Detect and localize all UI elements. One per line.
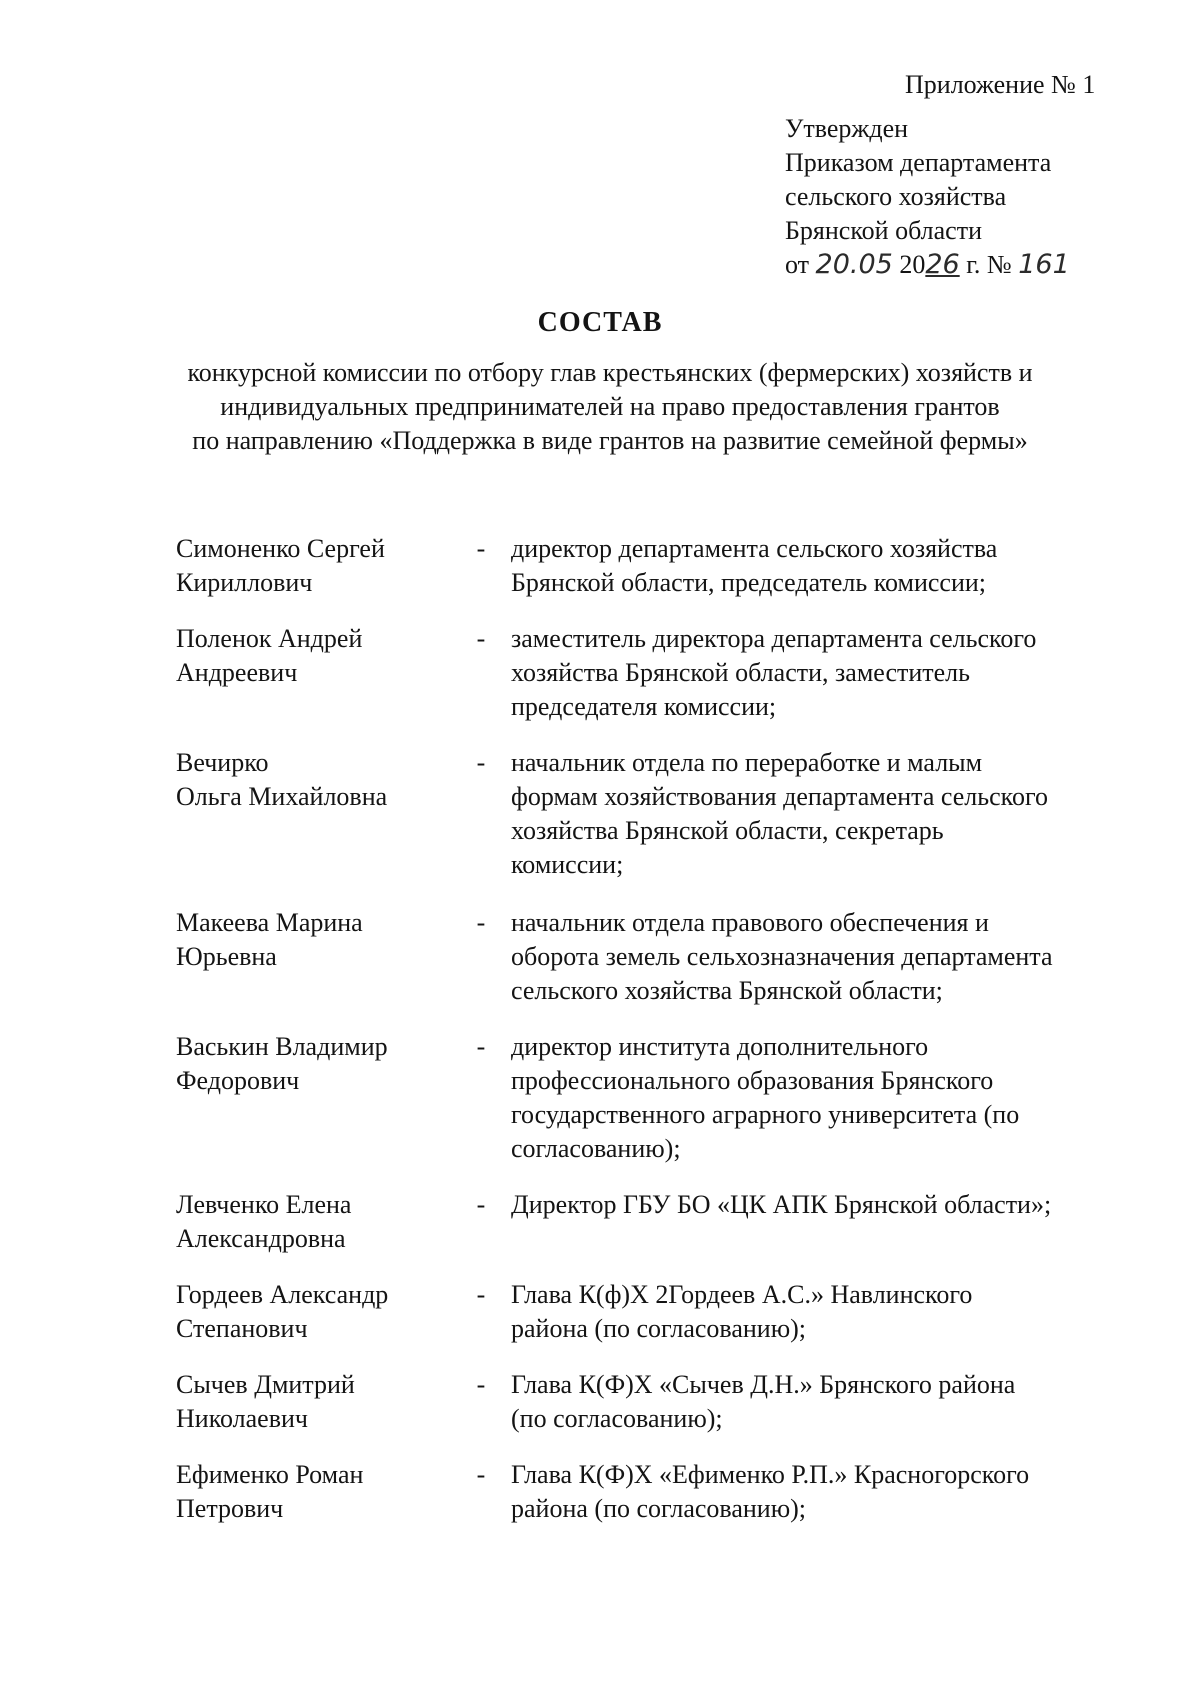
subtitle-line: индивидуальных предпринимателей на право предоставления грантов (220, 392, 1000, 421)
document-title: СОСТАВ (537, 307, 663, 338)
approval-line: Утвержден (785, 114, 909, 143)
member-position-line: сельского хозяйства Брянской области; (511, 976, 943, 1005)
subtitle-line: конкурсной комиссии по отбору глав крестьянских (фермерских) хозяйств и (187, 358, 1033, 387)
member-row (176, 1368, 1116, 1436)
order-date-line (785, 248, 1070, 282)
member-position (511, 1188, 1111, 1222)
member-name (176, 746, 451, 814)
member-position-line: комиссии; (511, 850, 624, 879)
member-name-line: Левченко Елена (176, 1190, 352, 1219)
member-name (176, 622, 451, 690)
member-row (176, 746, 1116, 882)
member-name (176, 532, 451, 600)
member-position-line: Глава К(Ф)Х «Ефименко Р.П.» Красногорского (511, 1460, 1030, 1489)
dash-separator: - (476, 1280, 486, 1309)
subtitle-line: по направлению «Поддержка в виде грантов на развитие семейной фермы» (192, 426, 1028, 455)
member-position-line: Брянской области, председатель комиссии; (511, 568, 987, 597)
member-name (176, 1278, 451, 1346)
member-name-line: Ефименко Роман (176, 1460, 364, 1489)
member-position-line: начальник отдела правового обеспечения и (511, 908, 989, 937)
dash-separator: - (476, 624, 486, 653)
member-position-line: оборота земель сельхозназначения департамента (511, 942, 1053, 971)
member-position-line: района (по согласованию); (511, 1314, 807, 1343)
dash-separator: - (476, 908, 486, 937)
handwritten-year: 26 (925, 249, 960, 280)
member-position-line: председателя комиссии; (511, 692, 777, 721)
member-position (511, 1030, 1111, 1166)
member-position-line: района (по согласованию); (511, 1494, 807, 1523)
member-name (176, 1188, 451, 1256)
member-name-line: Степанович (176, 1314, 308, 1343)
year-prefix: 20 (892, 250, 926, 279)
member-position (511, 1368, 1111, 1436)
approval-line: Приказом департамента (785, 148, 1052, 177)
member-position-line: Глава К(Ф)Х «Сычев Д.Н.» Брянского района (511, 1370, 1016, 1399)
member-name (176, 1030, 451, 1098)
member-position (511, 622, 1111, 724)
member-position-line: начальник отдела по переработке и малым (511, 748, 983, 777)
handwritten-number: 161 (1018, 249, 1070, 280)
dash-separator: - (476, 748, 486, 777)
member-position-line: Глава К(ф)Х 2Гордеев А.С.» Навлинского (511, 1280, 973, 1309)
dash-separator: - (476, 1460, 486, 1489)
member-row (176, 532, 1116, 600)
member-name (176, 1458, 451, 1526)
member-name-line: Гордеев Александр (176, 1280, 389, 1309)
appendix-label: Приложение № 1 (905, 70, 1096, 99)
member-name-line: Петрович (176, 1494, 284, 1523)
approval-block (785, 112, 1070, 282)
member-name-line: Симоненко Сергей (176, 534, 385, 563)
member-name-line: Поленок Андрей (176, 624, 363, 653)
member-position-line: согласованию); (511, 1134, 681, 1163)
approval-line: Брянской области (785, 216, 982, 245)
member-name-line: Вечирко (176, 748, 269, 777)
member-name-line: Александровна (176, 1224, 346, 1253)
member-position-line: хозяйства Брянской области, заместитель (511, 658, 971, 687)
approval-line: сельского хозяйства (785, 182, 1007, 211)
member-row (176, 622, 1116, 724)
member-position (511, 906, 1111, 1008)
member-position (511, 746, 1111, 882)
member-position (511, 1278, 1111, 1346)
member-position-line: директор департамента сельского хозяйства (511, 534, 998, 563)
member-position (511, 532, 1111, 600)
date-prefix: от (785, 250, 816, 279)
member-row (176, 1278, 1116, 1346)
handwritten-date: 20.05 (815, 249, 893, 280)
dash-separator: - (476, 534, 486, 563)
dash-separator: - (476, 1370, 486, 1399)
member-name-line: Андреевич (176, 658, 298, 687)
member-position-line: государственного аграрного университета (по (511, 1100, 1020, 1129)
member-name-line: Николаевич (176, 1404, 308, 1433)
member-name (176, 1368, 451, 1436)
members-list (176, 532, 1116, 1526)
member-name-line: Ольга Михайловна (176, 782, 388, 811)
member-row (176, 1030, 1116, 1166)
member-position-line: Директор ГБУ БО «ЦК АПК Брянской области»; (511, 1190, 1052, 1219)
member-name-line: Юрьевна (176, 942, 277, 971)
dash-separator: - (476, 1032, 486, 1061)
member-position-line: формам хозяйствования департамента сельского (511, 782, 1048, 811)
member-position-line: профессионального образования Брянского (511, 1066, 994, 1095)
member-name (176, 906, 451, 974)
member-position-line: директор института дополнительного (511, 1032, 929, 1061)
member-name-line: Макеева Марина (176, 908, 363, 937)
member-name-line: Кириллович (176, 568, 313, 597)
member-position-line: (по согласованию); (511, 1404, 723, 1433)
member-position-line: заместитель директора департамента сельского (511, 624, 1037, 653)
member-position-line: хозяйства Брянской области, секретарь (511, 816, 944, 845)
member-name-line: Васькин Владимир (176, 1032, 388, 1061)
member-name-line: Федорович (176, 1066, 300, 1095)
member-row (176, 1188, 1116, 1256)
member-row (176, 1458, 1116, 1526)
member-position (511, 1458, 1111, 1526)
number-prefix: г. № (959, 250, 1019, 279)
document-subtitle (150, 356, 1070, 458)
member-row (176, 906, 1116, 1008)
member-name-line: Сычев Дмитрий (176, 1370, 355, 1399)
dash-separator: - (476, 1190, 486, 1219)
